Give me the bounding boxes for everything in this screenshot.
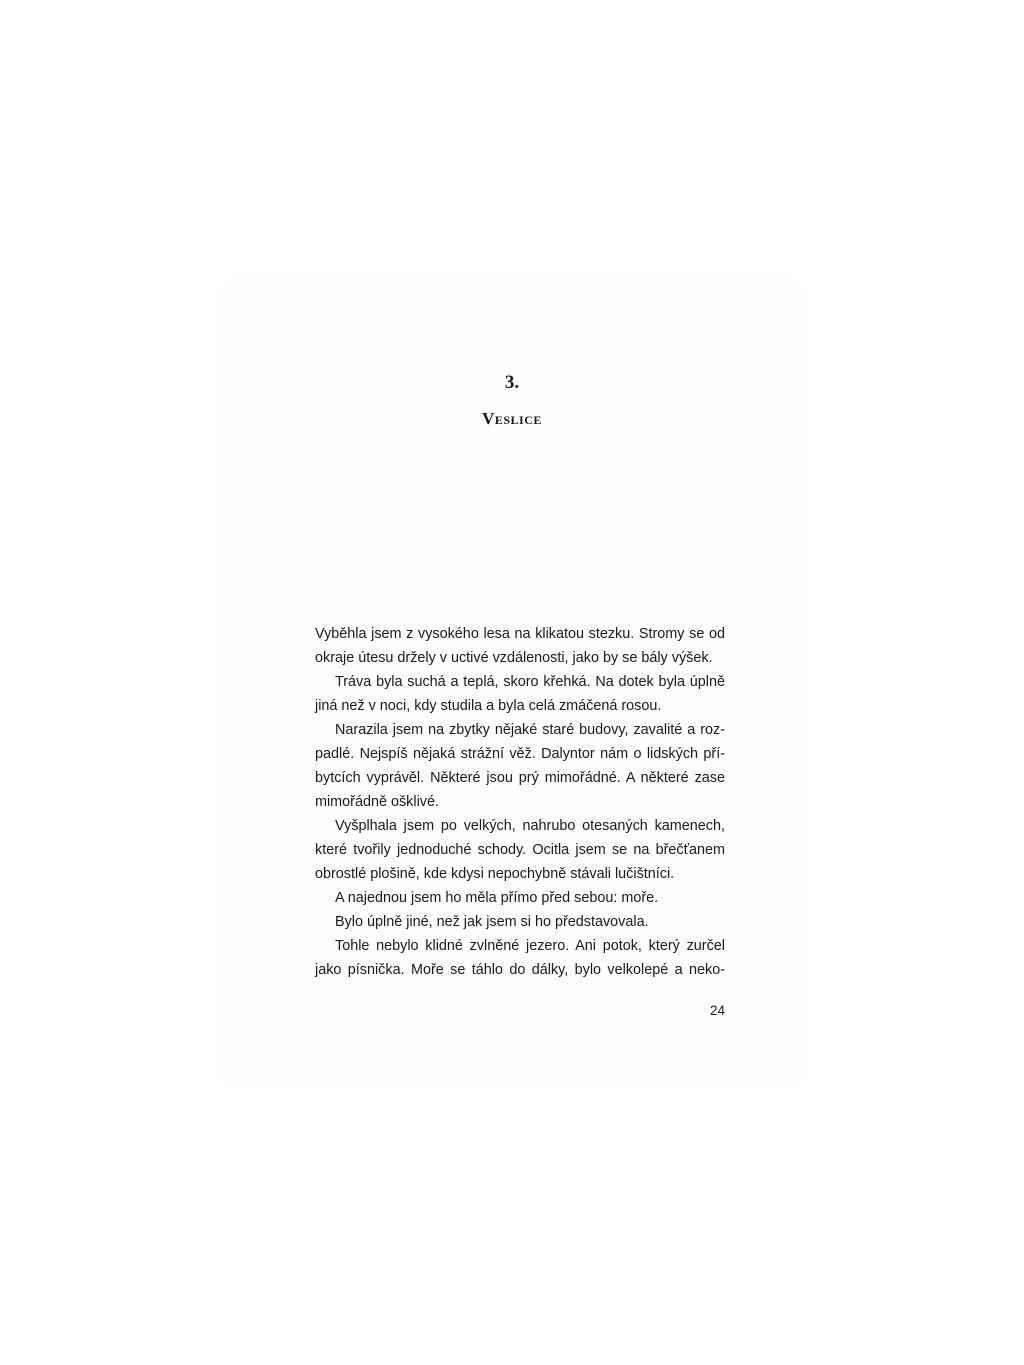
paragraph [315,886,725,910]
text-line: Vyběhla jsem z vysokého lesa na klikatou stezku. Stromy se od [315,626,725,642]
text-line: mimořádně ošklivé. [315,794,439,810]
text-line: okraje útesu držely v uctivé vzdálenosti, jako by se bály výšek. [315,650,713,666]
paragraph [315,718,725,814]
text-line: jako písnička. Moře se táhlo do dálky, bylo velkolepé a neko- [315,962,725,978]
text-line: Tráva byla suchá a teplá, skoro křehká. Na dotek byla úplně [335,674,725,690]
text-line: Tohle nebylo klidné zvlněné jezero. Ani potok, který zurčel [335,938,725,954]
paragraph [315,910,725,934]
text-line: Vyšplhala jsem po velkých, nahrubo otesaných kamenech, [335,818,725,834]
text-line: obrostlé plošině, kde kdysi nepochybně stávali lučištníci. [315,866,675,882]
paragraph [315,934,725,982]
chapter-title: Veslice [482,409,542,428]
paragraph [315,670,725,718]
paragraph [315,814,725,886]
text-line: Bylo úplně jiné, než jak jsem si ho představovala. [335,914,649,930]
text-line: bytcích vyprávěl. Některé jsou prý mimořádné. A některé zase [315,770,725,786]
text-line: padlé. Nejspíš nějaká strážní věž. Dalyntor nám o lidských pří- [315,746,725,762]
text-line: které tvořily jednoduché schody. Ocitla jsem se na břečťanem [315,842,725,858]
text-line: Narazila jsem na zbytky nějaké staré budovy, zavalité a roz- [335,722,725,738]
paragraph [315,622,725,670]
chapter-number: 3. [504,372,520,393]
text-line: jiná než v noci, kdy studila a byla celá zmáčená rosou. [315,698,662,714]
page-number: 24 [709,1003,725,1018]
text-line: A najednou jsem ho měla přímo před sebou: moře. [335,890,659,906]
body-text [315,622,725,982]
